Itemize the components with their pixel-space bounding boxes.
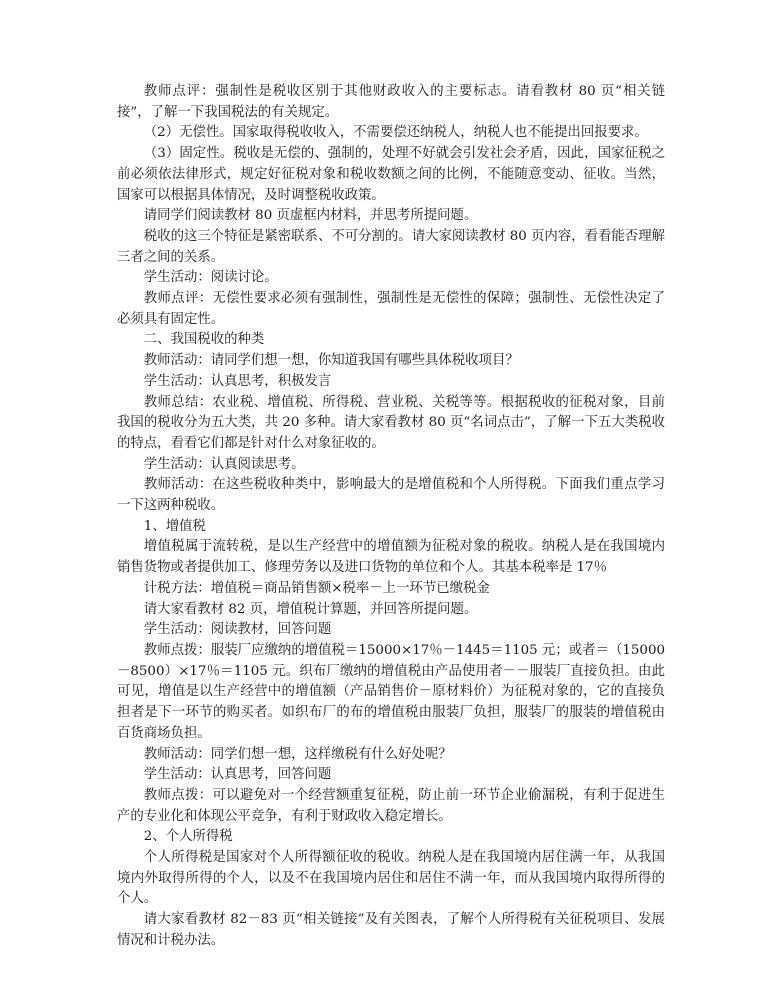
- reading-instruction-paragraph: 请大家看教材 82－83 页“相关链接”及有关图表，了解个人所得税有关征税项目、发展情况和计税办法。: [117, 912, 665, 948]
- section-heading: 二、我国税收的种类: [143, 332, 265, 348]
- student-activity-paragraph: 学生活动：认真思考，积极发言: [143, 373, 332, 389]
- teacher-comment-paragraph: 教师点评：无偿性要求必须有强制性，强制性是无偿性的保障；强制性、无偿性决定了必须具有固定性。: [117, 291, 665, 327]
- student-activity-paragraph: 学生活动：认真思考，回答问题: [143, 767, 332, 783]
- vat-formula-paragraph: 计税方法：增值税＝商品销售额×税率－上一环节已缴税金: [143, 580, 490, 596]
- teacher-activity-paragraph: 教师活动：在这些税收种类中，影响最大的是增值税和个人所得税。下面我们重点学习一下这两种税收。: [117, 477, 665, 514]
- student-activity-paragraph: 学生活动：阅读讨论。: [143, 270, 278, 286]
- teacher-comment-paragraph: 教师点评：强制性是税收区别于其他财政收入的主要标志。请看教材 80 页“相关链接”，了解一下我国税法的有关规定。: [117, 84, 665, 120]
- teacher-activity-paragraph: 教师活动：请同学们想一想，你知道我国有哪些具体税收项目？: [143, 353, 519, 369]
- gratuitous-feature-paragraph: （2）无偿性。国家取得税收收入，不需要偿还纳税人，纳税人也不能提出回报要求。: [143, 125, 648, 141]
- fixed-feature-paragraph: （3）固定性。税收是无偿的、强制的，处理不好就会引发社会矛盾，因此，国家征税之前必须依法律形式，规定好征税对象和税收数额之间的比例，不能随意变动、征收。当然，国家可以根据具体情况，及时调整税收政策。: [117, 146, 665, 203]
- subsection-heading: 1、增值税: [143, 518, 206, 534]
- student-activity-paragraph: 学生活动：阅读教材，回答问题: [143, 622, 332, 638]
- three-features-paragraph: 税收的这三个特征是紧密联系、不可分割的。请大家阅读教材 80 页内容，看看能否理解三者之间的关系。: [117, 228, 665, 265]
- reading-instruction-paragraph: 请同学们阅读教材 80 页虚框内材料，并思考所提问题。: [143, 208, 478, 224]
- teacher-guidance-paragraph: 教师点拨：服装厂应缴纳的增值税＝15000×17％－1445＝1105 元；或者＝（15000－8500）×17％＝1105 元。织布厂缴纳的增值税由产品使用者－－服装厂直接负担。由此可见，增值是以生产经营中的增值额（产品销售价－原材料价）为征税对象的，它的直接负担者是下一环节的购买者。如织布厂的布的增值税由服装厂负担，服装厂的服装的增值税由百货商场负担。: [117, 642, 665, 741]
- vat-definition-paragraph: 增值税属于流转税，是以生产经营中的增值额为征税对象的税收。纳税人是在我国境内销售货物或者提供加工、修理劳务以及进口货物的单位和个人。其基本税率是 17％: [117, 539, 665, 576]
- teacher-activity-paragraph: 教师活动：同学们想一想，这样缴税有什么好处呢？: [143, 746, 452, 762]
- document-body: [117, 82, 665, 952]
- income-tax-definition-paragraph: 个人所得税是国家对个人所得额征收的税收。纳税人是在我国境内居住满一年，从我国境内外取得所得的个人，以及不在我国境内居住和居住不满一年，而从我国境内取得所得的个人。: [117, 850, 665, 907]
- student-activity-paragraph: 学生活动：认真阅读思考。: [143, 456, 305, 472]
- teacher-guidance-paragraph: 教师点拨：可以避免对一个经营额重复征税，防止前一环节企业偷漏税，有利于促进生产的专业化和体现公平竞争，有利于财政收入稳定增长。: [117, 787, 665, 824]
- subsection-heading: 2、个人所得税: [143, 829, 233, 845]
- reading-instruction-paragraph: 请大家看教材 82 页，增值税计算题，并回答所提问题。: [143, 601, 478, 617]
- teacher-summary-paragraph: 教师总结：农业税、增值税、所得税、营业税、关税等等。根据税收的征税对象，目前我国的税收分为五大类，共 20 多种。请大家看教材 80 页“名词点击”，了解一下五大类税收的特点，看看它们都是针对什么对象征收的。: [117, 394, 665, 451]
